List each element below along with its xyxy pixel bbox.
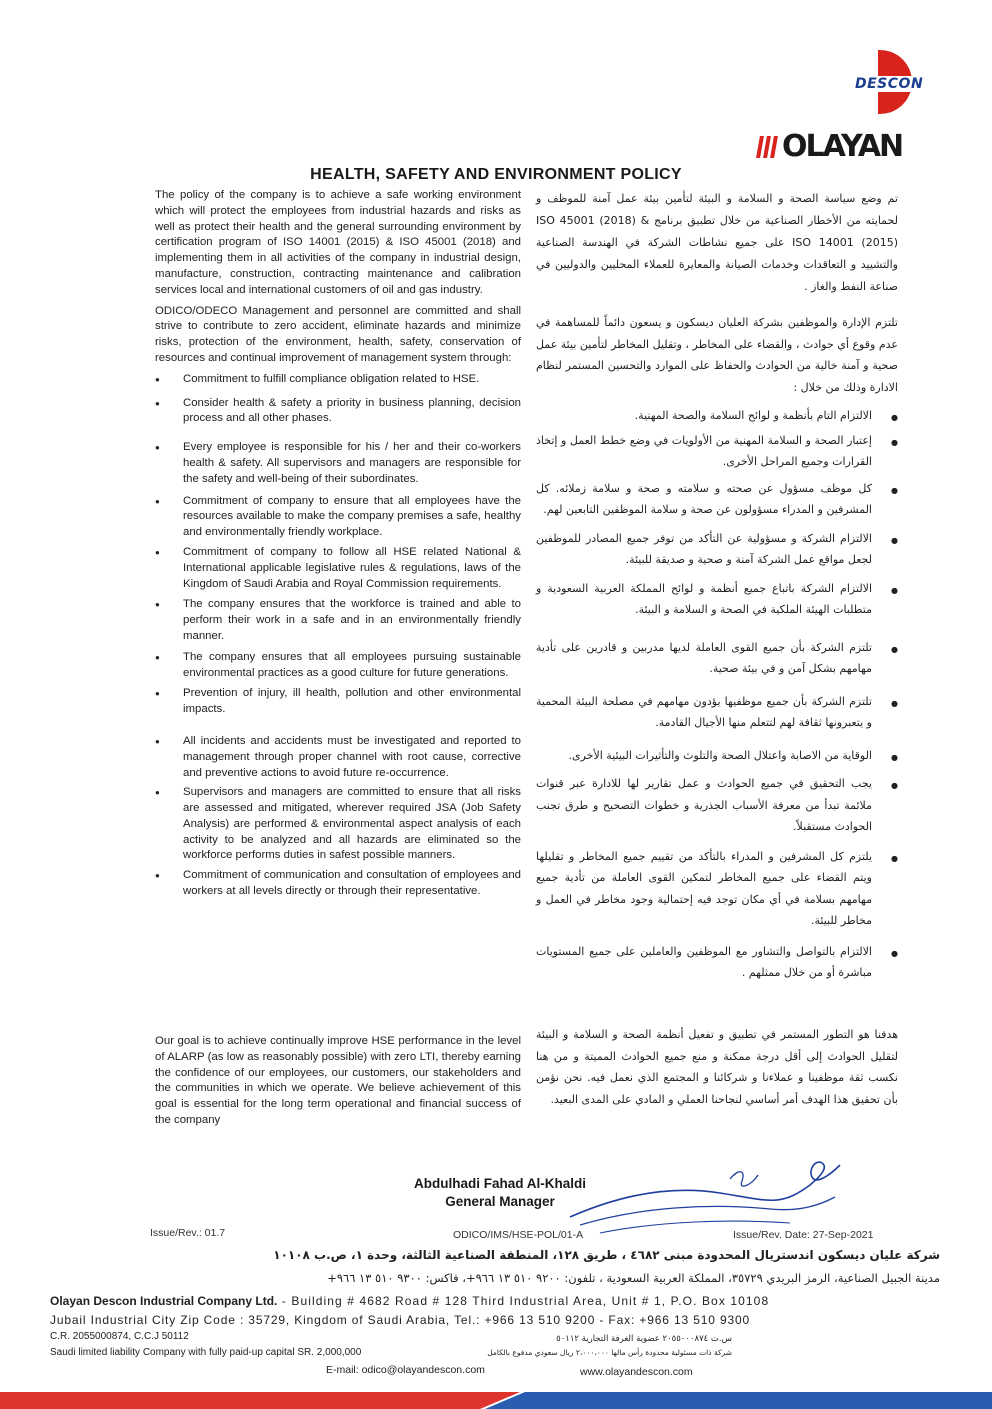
arabic-goal: هدفنا هو التطور المستمر في تطبيق و تفعيل أنظمة الصحة و السلامة و البيئة لتقليل الحوادث إلى أقل درجة ممكنة و منع جميع الحوادث المميتة و من هنا نكسب ثقة موظفينا و عملاءنا و شركائنا و المجتمع الذي نعمل فيه. نحن نؤمن بأن تحقيق هذا الهدف أمر أساسي لنجاحنا العملي و المادي على المدى البعيد. [536,1028,898,1106]
arabic-bullet: ● يلتزم كل المشرفين و المدراء بالتأكد من تقييم جميع المخاطر و تقليلها ويتم القضاء على جميع المخاطر لتمكين القوى العاملة من تأدية جميع مهامهم بسلامة في أي مكان توجد فيه إحتمالية وجود مخاطر في العمل و مخاطر للبيئة. [536,846,898,932]
footer-capital-arabic: شركة ذات مسئولية محدودة رأس مالها ٢،٠٠٠،٠٠٠ ريال سعودي مدفوع بالكامل [487,1348,732,1357]
english-commitment: ODICO/ODECO Management and personnel are committed and shall strive to contribute to zero accident, eliminate hazards and minimize risks, protection of the environment, health, safety, conservation of resources and continual improvement of management system through: [155,304,521,364]
footer-arabic-address-2: مدينة الجبيل الصناعية، الرمز البريدي ٣٥٧٢٩، المملكة العربية السعودية ، تلفون: ٩٢٠٠ ٥١٠ ١٣ ٩٦٦+، فاكس: ٩٣٠٠ ٥١٠ ١٣ ٩٦٦+ [327,1271,940,1285]
english-bullet: ● The company ensures that all employees pursuing sustainable environmental practices as a good culture for future generations. [155,650,521,682]
arabic-bullet: ● الالتزام الشركة و مسؤولية عن التأكد من توفر جميع المصادر للموظفين لجعل مواقع عمل الشركة آمنة و صحية و صديقة للبيئة. [536,528,898,571]
english-bullet: ● Commitment to fulfill compliance obligation related to HSE. [155,372,521,388]
arabic-bullet: ● الالتزام بالتواصل والتشاور مع الموظفين والعاملين على جميع المستويات مباشرة أو من خلال ممثلهم . [536,941,898,984]
english-bullet: ● All incidents and accidents must be investigated and reported to management through proper channel with root cause, corrective and preventive actions to avoid future re-occurrence. [155,734,521,781]
arabic-bullet: ● كل موظف مسؤول عن صحته و سلامته و صحة و سلامة زملائه. كل المشرفين و المدراء مسؤولون عن صحة و سلامة الموظفين التابعين لهم. [536,478,898,521]
footer-cr-arabic: س.ت ٢٠٥٥٠٠٠٨٧٤ عضوية الغرفة التجارية ٥٠١١٢ [556,1334,732,1344]
arabic-column [536,188,898,1106]
footer-english-address-1 [50,1294,769,1308]
footer-email: E-mail: odico@olayandescon.com [326,1364,485,1376]
english-bullet: ● The company ensures that the workforce is trained and able to perform their work in a safe and in an environmentally friendly manner. [155,597,521,644]
footer-cr: C.R. 2055000874, C.C.J 50112 [50,1331,189,1342]
english-bullet: ● Commitment of communication and consultation of employees and workers at all levels directly or through their representative. [155,868,521,900]
olayan-logo-bars [758,136,776,158]
issue-revision: Issue/Rev.: 01.7 [150,1227,226,1239]
arabic-bullet: ● الالتزام التام بأنظمة و لوائح السلامة والصحة المهنية. [536,405,898,427]
english-bullet: ● Prevention of injury, ill health, pollution and other environmental impacts. [155,686,521,718]
english-bullet: ● Commitment of company to ensure that all employees have the resources available to make the company premises a safe, healthy and environmentally friendly workplace. [155,494,521,541]
arabic-bullet: ● تلتزم الشركة بأن جميع موظفيها يؤدون مهامهم في مصلحة البيئة المحمية و يتعبرونها ثقافة لهم لتتعلم منها الأجيال القادمة. [536,691,898,734]
signatory-name: Abdulhadi Fahad Al-Khaldi [414,1176,586,1191]
arabic-bullet: ● الالتزام الشركة باتباع جميع أنظمة و لوائح المملكة العربية السعودية و متطلبات الهيئة الملكية في الصحة و السلامة و البيئة. [536,578,898,621]
footer-capital: Saudi limited liability Company with fully paid-up capital SR. 2,000,000 [50,1347,362,1358]
english-column [155,188,521,1126]
footer-company-name: Olayan Descon Industrial Company Ltd. [50,1294,278,1308]
arabic-bullet-list [536,405,898,984]
arabic-bullet: ● يجب التحقيق في جميع الحوادث و عمل تقارير لها للادارة عبر قنوات ملائمة تبدأ من معرفة الأسباب الجذرية و خطوات التصحيح و طرق تجنب الحوادث مستقبلاً. [536,773,898,838]
issue-date: Issue/Rev. Date: 27-Sep-2021 [733,1229,874,1241]
footer-website: www.olayandescon.com [580,1366,693,1378]
descon-logo [850,50,930,114]
olayan-logo [758,129,924,164]
footer-band-red [0,1392,520,1409]
olayan-logo-text: OLAYAN [782,129,903,164]
english-bullet: ● Every employee is responsible for his / her and their co-workers health & safety. All supervisors and managers are responsible for the safety and well-being of their subordinates. [155,440,521,487]
footer-english-address-2: Jubail Industrial City Zip Code : 35729, Kingdom of Saudi Arabia, Tel.: +966 13 510 9200 - Fax: +966 13 510 9300 [50,1313,751,1327]
arabic-bullet: ● تلتزم الشركة بأن جميع القوى العاملة لديها مدربين و قادرين على تأدية مهامهم بشكل آمن و في بيئة صحية. [536,637,898,680]
arabic-intro: تم وضع سياسة الصحة و السلامة و البيئة لتأمين بيئة عمل آمنة للموظف و لحمايته من الأخطار الصناعية من خلال تطبيق برنامج ISO 45001 (2018) & ISO 14001 (2015) على جميع نشاطات الشركة في الهندسة الصناعية والتشييد و التعاقدات وخدمات الصيانة والمعايرة للعملاء المحليين والدوليين في صناعة النفط والغاز . [536,192,898,293]
footer-address-line: - Building # 4682 Road # 128 Third Industrial Area, Unit # 1, P.O. Box 10108 [277,1294,770,1308]
english-bullet: ● Commitment of company to follow all HSE related National & International applicable legislative rules & regulations, laws of the Kingdom of Saudi Arabia and Royal Commission requirements. [155,545,521,592]
arabic-bullet: ● الوقاية من الاصابة واعتلال الصحة والتلوث والتأثيرات البيئية الأخرى. [536,745,898,767]
arabic-bullet: ● إعتبار الصحة و السلامة المهنية من الأولويات في وضع خطط العمل و إتخاذ القرارات وجميع المراحل الأخرى. [536,430,898,473]
english-bullet: ● Consider health & safety a priority in business planning, decision process and all other phases. [155,396,521,428]
document-code: ODICO/IMS/HSE-POL/01-A [453,1229,584,1241]
footer-color-band [0,1384,992,1409]
english-goal: Our goal is to achieve continually improve HSE performance in the level of ALARP (as low as reasonably possible) with zero LTI, thereby earning the confidence of our employees, our customers, our stakeholders and the communities in which we operate. We believe achievement of this goal is essential for the long term operational and financial success of the company [155,1035,521,1126]
footer-arabic-address-1: شركة عليان ديسكون اندستريال المحدودة مبنى ٤٦٨٢ ، طريق ١٢٨، المنطقة الصناعية الثالثة، وحدة ١، ص.ب ١٠١٠٨ [273,1248,940,1262]
policy-title: HEALTH, SAFETY AND ENVIRONMENT POLICY [310,166,682,183]
english-bullet: ● Supervisors and managers are committed to ensure that all risks are assessed and mitigated, wherever required JSA (Job Safety Analysis) are performed & environmental aspect analysis of each activity to be analyzed and all hazards are eliminated so the workforce performs duties in safest possible manners. [155,785,521,864]
descon-logo-text: DESCON [852,76,926,92]
english-bullet-list [155,372,521,900]
footer-band-blue [485,1392,992,1409]
arabic-commitment: تلتزم الإدارة والموظفين بشركة العليان ديسكون و يسعون دائماً للمساهمة في عدم وقوع أي حوادث ، والقضاء على المخاطر ، وتقليل المخاطر لتأمين بيئة عمل صحية و آمنة خالية من الحوادث والحفاظ على الموارد والتحسين المستمر لنظام الادارة وذلك من خلال : [536,316,898,394]
signatory-title: General Manager [445,1194,555,1209]
english-intro: The policy of the company is to achieve a safe working environment which will protect the employees from industrial hazards and risks as well as protect their health and the general surrounding environment by certification program of ISO 14001 (2015) & ISO 45001 (2018) and implementing them in all activities of the company in industrial design, manufacture, construction, contracting maintenance and calibration services local and international customers of oil and gas industry. [155,189,521,296]
